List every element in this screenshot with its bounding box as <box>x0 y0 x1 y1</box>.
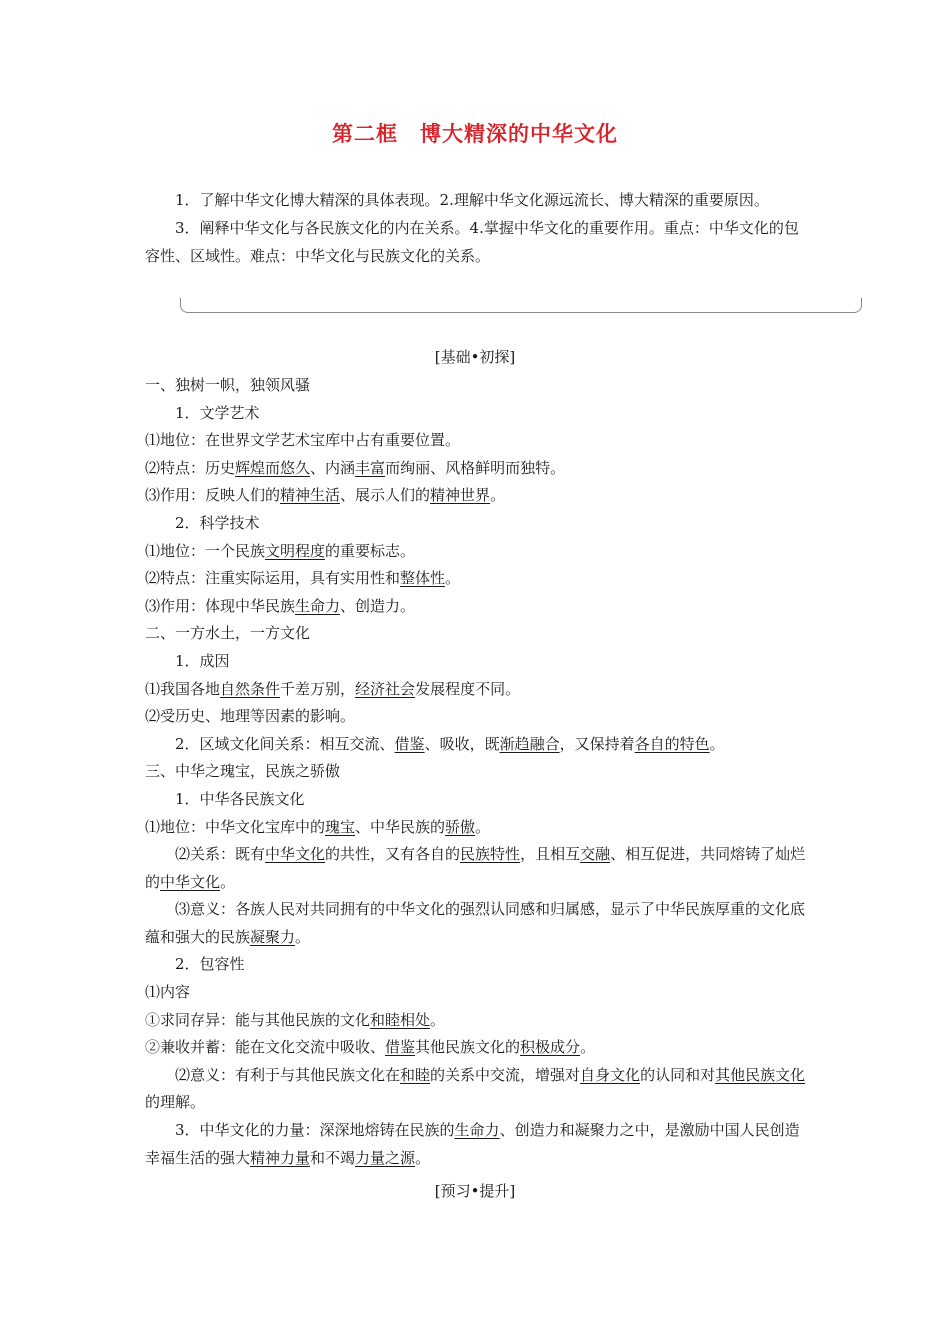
text-segment: 的认同和对 <box>640 1065 716 1084</box>
underlined-answer: 骄傲 <box>445 817 476 836</box>
text-segment: 3．中华文化的力量：深深地熔铸在民族的 <box>175 1121 455 1140</box>
content-paragraph <box>145 1117 809 1172</box>
text-segment: 一、独树一帜，独领风骚 <box>145 376 311 394</box>
content-paragraph <box>145 565 809 593</box>
content-paragraph <box>145 1007 809 1035</box>
content-paragraph <box>145 482 809 510</box>
text-segment: 2．包容性 <box>175 955 245 974</box>
underlined-answer: 渐趋融合 <box>499 734 560 753</box>
text-segment: 。 <box>295 927 311 946</box>
underlined-answer: 精神生活 <box>280 486 341 505</box>
learning-objectives <box>145 186 810 270</box>
content-paragraph <box>145 731 809 759</box>
text-segment: ⑶作用：反映人们的 <box>145 486 281 505</box>
underlined-answer: 和睦相处 <box>370 1010 431 1029</box>
underlined-answer: 经济社会 <box>355 679 416 698</box>
text-segment: 二、一方水土，一方文化 <box>145 624 311 643</box>
text-segment: 。 <box>220 872 236 891</box>
text-segment: ⑴我国各地 <box>145 679 221 698</box>
underlined-answer: 精神世界 <box>430 486 491 505</box>
text-segment: 的重要标志。 <box>325 541 416 560</box>
underlined-answer: 其他民族文化 <box>715 1065 806 1084</box>
text-segment: 三、中华之瑰宝，民族之骄傲 <box>145 762 341 781</box>
content-paragraph <box>145 620 809 648</box>
text-segment: 、吸收，既 <box>424 734 500 753</box>
underlined-answer: 交融 <box>580 845 611 864</box>
content-paragraph <box>145 951 809 979</box>
content-paragraph <box>145 979 809 1007</box>
text-segment: ②兼收并蓄：能在文化交流中吸收、 <box>145 1038 386 1057</box>
text-segment: ⑵受历史、地理等因素的影响。 <box>145 707 356 726</box>
text-segment: ⑵特点：注重实际运用，具有实用性和 <box>145 569 401 588</box>
text-segment: 。 <box>445 569 461 588</box>
underlined-answer: 文明程度 <box>265 541 326 560</box>
text-segment: 而绚丽、风格鲜明而独特。 <box>385 458 566 477</box>
underlined-answer: 中华文化 <box>160 872 221 891</box>
text-segment: 。 <box>415 1148 431 1167</box>
text-segment: 的关系中交流，增强对 <box>430 1065 581 1084</box>
text-segment: 、创造力。 <box>340 596 416 615</box>
text-segment: ⑴地位：中华文化宝库中的 <box>145 817 326 836</box>
underlined-answer: 借鉴 <box>394 734 425 753</box>
objectives-bracket-divider <box>180 298 862 313</box>
text-segment: ⑴地位：在世界文学艺术宝库中占有重要位置。 <box>145 431 461 450</box>
underlined-answer: 各自的特色 <box>634 734 710 753</box>
content-paragraph <box>145 786 809 814</box>
text-segment: 的理解。 <box>145 1093 206 1112</box>
underlined-answer: 生命力 <box>454 1121 500 1140</box>
underlined-answer: 民族特性 <box>460 845 521 864</box>
page-title: 第二框 博大精深的中华文化 <box>332 122 618 146</box>
text-segment: 1．中华各民族文化 <box>175 789 305 808</box>
underlined-answer: 积极成分 <box>520 1038 581 1057</box>
text-segment: 发展程度不同。 <box>415 679 521 698</box>
text-segment: 。 <box>709 734 725 753</box>
text-segment: 。 <box>580 1038 596 1057</box>
text-segment: ⑵特点：历史 <box>145 458 236 477</box>
content-paragraph <box>145 593 809 621</box>
text-segment: ⑶作用：体现中华民族 <box>145 596 296 615</box>
text-segment: 。 <box>430 1010 446 1029</box>
text-segment: 。 <box>490 486 506 505</box>
content-paragraph <box>145 896 809 951</box>
content-paragraph <box>145 510 809 538</box>
text-segment: 、中华民族的 <box>355 817 446 836</box>
text-segment: 1．成因 <box>175 651 230 670</box>
text-segment: ⑴地位：一个民族 <box>145 541 266 560</box>
text-segment: ①求同存异：能与其他民族的文化 <box>145 1010 371 1029</box>
text-segment: 其他民族文化的 <box>415 1038 521 1057</box>
underlined-answer: 自然条件 <box>220 679 281 698</box>
content-paragraph <box>145 455 809 483</box>
content-paragraph <box>145 372 809 400</box>
section-heading-preview: [预习•提升] <box>434 1182 516 1200</box>
underlined-answer: 整体性 <box>400 569 446 588</box>
content-paragraph <box>145 758 809 786</box>
content-paragraph <box>145 648 809 676</box>
text-segment: 1．文学艺术 <box>175 403 260 422</box>
underlined-answer: 辉煌而悠久 <box>235 458 311 477</box>
underlined-answer: 和睦 <box>400 1065 431 1084</box>
text-segment: 、内涵 <box>310 458 356 477</box>
objective-line: 1．了解中华文化博大精深的具体表现。2.理解中华文化源远流长、博大精深的重要原因。 <box>175 191 769 209</box>
underlined-answer: 精神力量 <box>250 1148 311 1167</box>
content-paragraph <box>145 814 809 842</box>
text-segment: 的共性，又有各自的 <box>325 845 461 864</box>
text-segment: 、相互促进，共同熔铸了灿烂的 <box>145 845 806 891</box>
section-heading-basic: [基础•初探] <box>434 348 516 366</box>
text-segment: ⑶意义：各族人民对共同拥有的中华文化的强烈认同感和归属感，显示了中华民族厚重的文化底蕴和强大的民族 <box>145 900 806 946</box>
underlined-answer: 自身文化 <box>580 1065 641 1084</box>
content-paragraph <box>145 841 809 896</box>
underlined-answer: 力量之源 <box>355 1148 416 1167</box>
text-segment: ⑴内容 <box>145 983 191 1002</box>
underlined-answer: 中华文化 <box>265 845 326 864</box>
underlined-answer: 瑰宝 <box>325 817 356 836</box>
underlined-answer: 丰富 <box>355 458 386 477</box>
underlined-answer: 借鉴 <box>385 1038 416 1057</box>
content-paragraph <box>145 427 809 455</box>
text-segment: 、展示人们的 <box>340 486 431 505</box>
text-segment: ⑵关系：既有 <box>175 845 266 864</box>
text-segment: 2．科学技术 <box>175 513 260 532</box>
text-segment: 、创造力和凝聚力之中，是激励中国人民创造幸福生活的强大 <box>145 1121 800 1167</box>
text-segment: ，又保持着 <box>559 734 635 753</box>
text-segment: 和不竭 <box>310 1148 356 1167</box>
text-segment: ，且相互 <box>520 845 581 864</box>
content-paragraph <box>145 1062 809 1117</box>
text-segment: 2．区域文化间关系：相互交流、 <box>175 734 395 753</box>
underlined-answer: 生命力 <box>295 596 341 615</box>
text-segment: 千差万别， <box>280 679 356 698</box>
content-paragraph <box>145 703 809 731</box>
main-content <box>145 372 809 1172</box>
content-paragraph <box>145 676 809 704</box>
content-paragraph <box>145 400 809 428</box>
underlined-answer: 凝聚力 <box>250 927 296 946</box>
text-segment: ⑵意义：有利于与其他民族文化在 <box>175 1065 401 1084</box>
text-segment: 。 <box>475 817 491 836</box>
objective-line: 3．阐释中华文化与各民族文化的内在关系。4.掌握中华文化的重要作用。重点：中华文化的包容性、区域性。难点：中华文化与民族文化的关系。 <box>145 219 799 265</box>
content-paragraph <box>145 538 809 566</box>
content-paragraph <box>145 1034 809 1062</box>
